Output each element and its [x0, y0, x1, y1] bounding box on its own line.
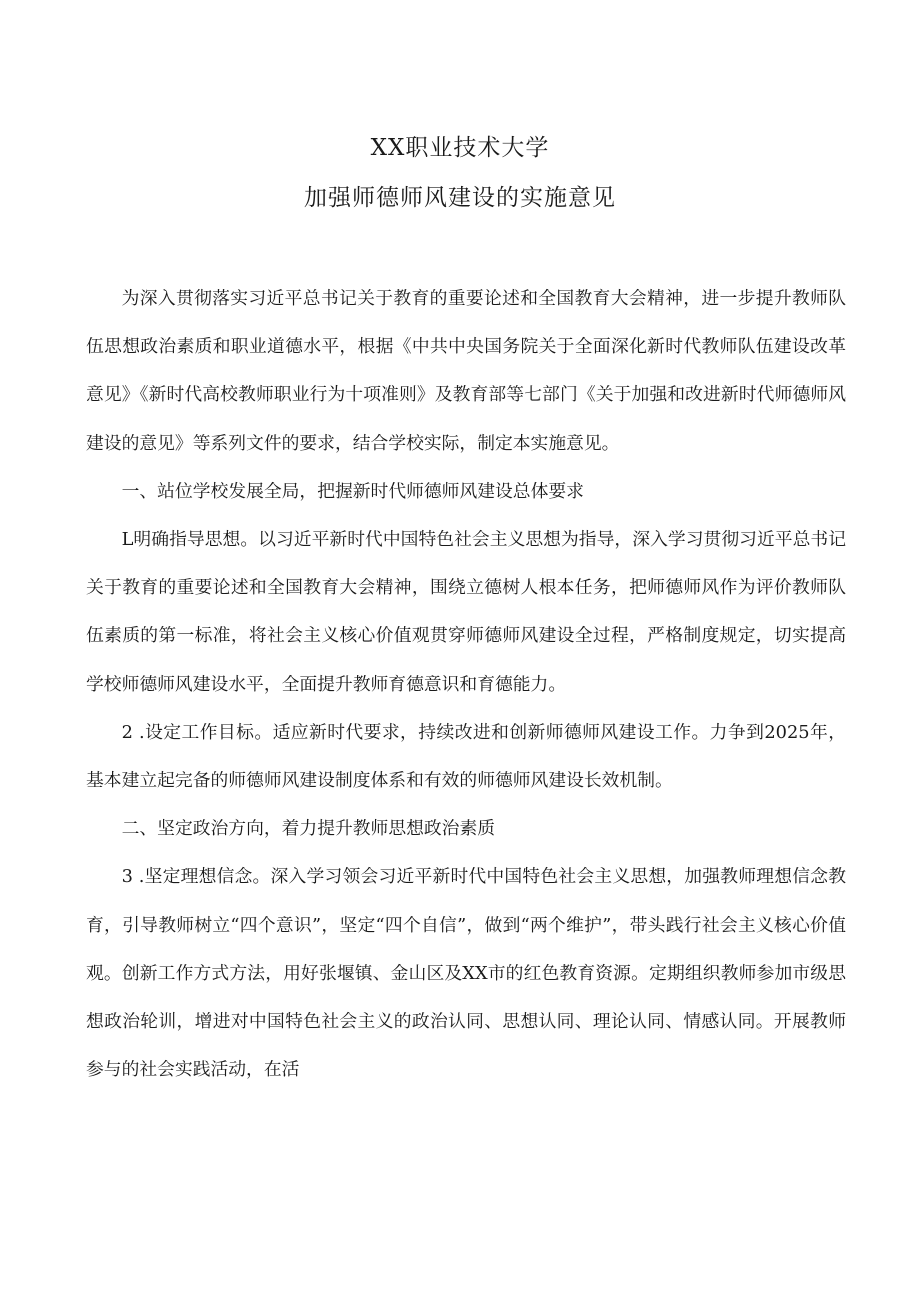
section-heading-1: 一、站位学校发展全局，把握新时代师德师风建设总体要求: [121, 480, 584, 502]
section-heading-2: 二、坚定政治方向，着力提升教师思想政治素质: [121, 818, 496, 840]
paragraph-intro: 为深入贯彻落实习近平总书记关于教育的重要论述和全国教育大会精神，进一步提升教师队伍思想政治素质和职业道德水平，根据《中共中央国务院关于全面深化新时代教师队伍建设改革意见》《新时代高校教师职业行为十项准则》及教育部等七部门《关于加强和改进新时代师德师风建设的意见》等系列文件的要求，结合学校实际，制定本实施意见。: [86, 288, 846, 454]
paragraph-item-1: L明确指导思想。以习近平新时代中国特色社会主义思想为指导，深入学习贯彻习近平总书记关于教育的重要论述和全国教育大会精神，围绕立德树人根本任务，把师德师风作为评价教师队伍素质的第一标准，将社会主义核心价值观贯穿师德师风建设全过程，严格制度规定，切实提高学校师德师风建设水平，全面提升教师育德意识和育德能力。: [86, 529, 846, 695]
document-title-school: XX职业技术大学: [370, 135, 550, 161]
document-title-subject: 加强师德师风建设的实施意见: [304, 185, 616, 211]
paragraph-item-3: 3 .坚定理想信念。深入学习领会习近平新时代中国特色社会主义思想，加强教师理想信念教育，引导教师树立“四个意识”，坚定“四个自信”，做到“两个维护”，带头践行社会主义核心价值观。创新工作方式方法，用好张堰镇、金山区及XX市的红色教育资源。定期组织教师参加市级思想政治轮训，增进对中国特色社会主义的政治认同、思想认同、理论认同、情感认同。开展教师参与的社会实践活动，在活: [86, 866, 846, 1081]
paragraph-item-2: 2 .设定工作目标。适应新时代要求，持续改进和创新师德师风建设工作。力争到2025年，基本建立起完备的师德师风建设制度体系和有效的师德师风建设长效机制。: [86, 721, 846, 792]
document-body: [86, 275, 846, 1094]
